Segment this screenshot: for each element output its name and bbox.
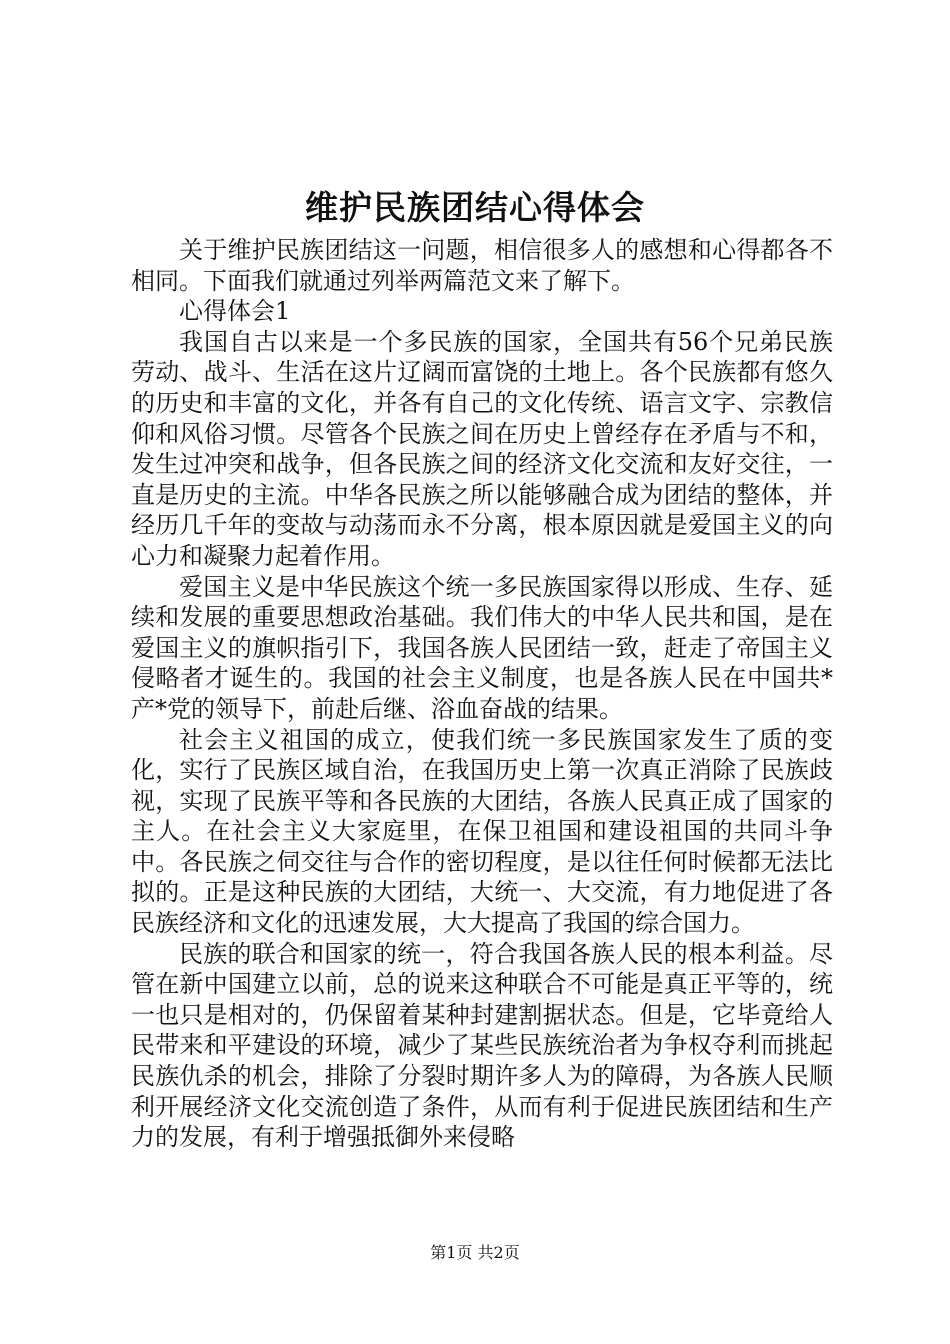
body-paragraph: 爱国主义是中华民族这个统一多民族国家得以形成、生存、延续和发展的重要思想政治基础。我们伟大的中华人民共和国，是在爱国主义的旗帜指引下，我国各族人民团结一致，赶走了帝国主义侵略者才诞生的。我国的社会主义制度，也是各族人民在中国共*产*党的领导下，前赴后继、浴血奋战的结果。 [131,572,833,723]
page-number-footer: 第1页 共2页 [430,1243,520,1262]
body-paragraph: 我国自古以来是一个多民族的国家，全国共有56个兄弟民族劳动、战斗、生活在这片辽阔而富饶的土地上。各个民族都有悠久的历史和丰富的文化，并各有自己的文化传统、语言文字、宗教信仰和风俗习惯。尽管各个民族之间在历史上曾经存在矛盾与不和，发生过冲突和战争，但各民族之间的经济文化交流和友好交往，一直是历史的主流。中华各民族之所以能够融合成为团结的整体，并经历几千年的变故与动荡而永不分离，根本原因就是爱国主义的向心力和凝聚力起着作用。 [131,327,833,570]
document-body [131,235,833,1153]
document-title: 维护民族团结心得体会 [305,188,645,227]
section-heading: 心得体会1 [179,297,291,326]
intro-paragraph: 关于维护民族团结这一问题，相信很多人的感想和心得都各不相同。下面我们就通过列举两篇范文来了解下。 [131,236,833,295]
body-paragraph: 社会主义祖国的成立，使我们统一多民族国家发生了质的变化，实行了民族区域自治，在我国历史上第一次真正消除了民族歧视，实现了民族平等和各民族的大团结，各族人民真正成了国家的主人。在社会主义大家庭里，在保卫祖国和建设祖国的共同斗争中。各民族之伺交往与合作的密切程度，是以往任何时候都无法比拟的。正是这种民族的大团结，大统一、大交流，有力地促进了各民族经济和文化的迅速发展，大大提高了我国的综合国力。 [131,725,833,938]
body-paragraph: 民族的联合和国家的统一，符合我国各族人民的根本利益。尽管在新中国建立以前，总的说来这种联合不可能是真正平等的，统一也只是相对的，仍保留着某种封建割据状态。但是，它毕竟给人民带来和平建设的环境，减少了某些民族统治者为争权夺利而挑起民族仇杀的机会，排除了分裂时期许多人为的障碍，为各族人民顺利开展经济文化交流创造了条件，从而有利于促进民族团结和生产力的发展，有利于增强抵御外来侵略 [131,939,833,1152]
